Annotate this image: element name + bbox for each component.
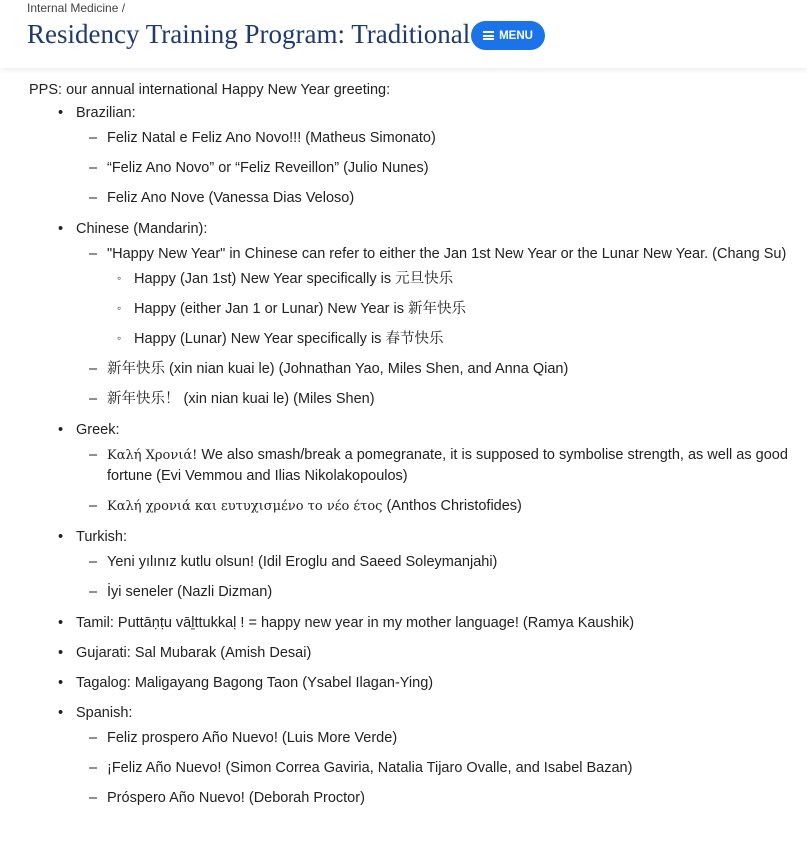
- list-item-greek: [47, 420, 807, 517]
- list-item: – ¡Feliz Año Nuevo! (Simon Correa Gaviria, Natalia Tijaro Ovalle, and Isabel Bazan): [107, 758, 797, 779]
- list-item: – İyi seneler (Nazli Dizman): [107, 582, 797, 603]
- list-item-tamil: • Tamil: Puttāṇṭu vāḻttukkaḷ ! = happy new year in my mother language! (Ramya Kaushik): [47, 613, 807, 634]
- language-label: Brazilian:: [76, 105, 136, 121]
- spanish-greetings: [76, 728, 807, 809]
- hamburger-icon: [483, 31, 494, 40]
- breadcrumb[interactable]: Internal Medicine /: [27, 1, 126, 15]
- list-item: – Feliz Ano Nove (Vanessa Dias Veloso): [107, 188, 797, 209]
- intro-text: PPS: our annual international Happy New Year greeting:: [29, 82, 391, 98]
- language-label: Greek:: [76, 422, 120, 438]
- list-item-chinese: [47, 219, 807, 410]
- language-label: Turkish:: [76, 529, 128, 545]
- list-item: – Feliz prospero Año Nuevo! (Luis More Verde): [107, 728, 797, 749]
- list-item-gujarati: • Gujarati: Sal Mubarak (Amish Desai): [47, 643, 807, 664]
- greek-note: (Anthos Christofides): [382, 498, 522, 514]
- list-item-spanish: [47, 703, 807, 809]
- list-item: – “Feliz Ano Novo” or “Feliz Reveillon” (Julio Nunes): [107, 158, 797, 179]
- greek-note: We also smash/break a pomegranate, it is supposed to symbolise strength, as well as good fortune (Evi Vemmou and Ilias Nikolakopoulos): [107, 447, 788, 484]
- greek-greetings: [76, 445, 807, 517]
- list-item: – 新年快乐 (xin nian kuai le) (Johnathan Yao, Miles Shen, and Anna Qian): [107, 359, 797, 380]
- turkish-greetings: [76, 552, 807, 603]
- list-item: [107, 496, 797, 517]
- greeting-list: [29, 103, 807, 809]
- language-label: Spanish:: [76, 705, 133, 721]
- list-item-tagalog: • Tagalog: Maligayang Bagong Taon (Ysabel Ilagan-Ying): [47, 673, 807, 694]
- list-item: – Feliz Natal e Feliz Ano Novo!!! (Matheus Simonato): [107, 128, 797, 149]
- list-item: ◦ Happy (either Jan 1 or Lunar) New Year is 新年快乐: [134, 299, 797, 320]
- chinese-explanation: "Happy New Year" in Chinese can refer to either the Jan 1st New Year or the Lunar New Year. (Chang Su): [107, 246, 787, 262]
- page-header: [0, 0, 807, 68]
- menu-button[interactable]: [471, 21, 545, 50]
- list-item: – Próspero Año Nuevo! (Deborah Proctor): [107, 788, 797, 809]
- brazilian-greetings: [76, 128, 807, 209]
- list-item-turkish: [47, 527, 807, 603]
- list-item: – 新年快乐！ (xin nian kuai le) (Miles Shen): [107, 389, 797, 410]
- list-item: – Yeni yılınız kutlu olsun! (Idil Eroglu and Saeed Soleymanjahi): [107, 552, 797, 573]
- list-item: ◦ Happy (Lunar) New Year specifically is 春节快乐: [134, 329, 797, 350]
- chinese-sub-list: [107, 269, 797, 350]
- greek-phrase: Καλή χρονιά και ευτυχισμένο το νέο έτος: [107, 499, 383, 514]
- page-title: Residency Training Program: Traditional: [27, 19, 471, 49]
- menu-button-label: MENU: [499, 29, 533, 42]
- list-item: ◦ Happy (Jan 1st) New Year specifically is 元旦快乐: [134, 269, 797, 290]
- chinese-greetings: [76, 244, 807, 410]
- main-content: [0, 68, 807, 809]
- greek-phrase: Καλή Χρονιά!: [107, 448, 198, 463]
- list-item-brazilian: [47, 103, 807, 209]
- language-label: Chinese (Mandarin):: [76, 221, 208, 237]
- list-item: [107, 445, 797, 487]
- list-item: [107, 244, 797, 350]
